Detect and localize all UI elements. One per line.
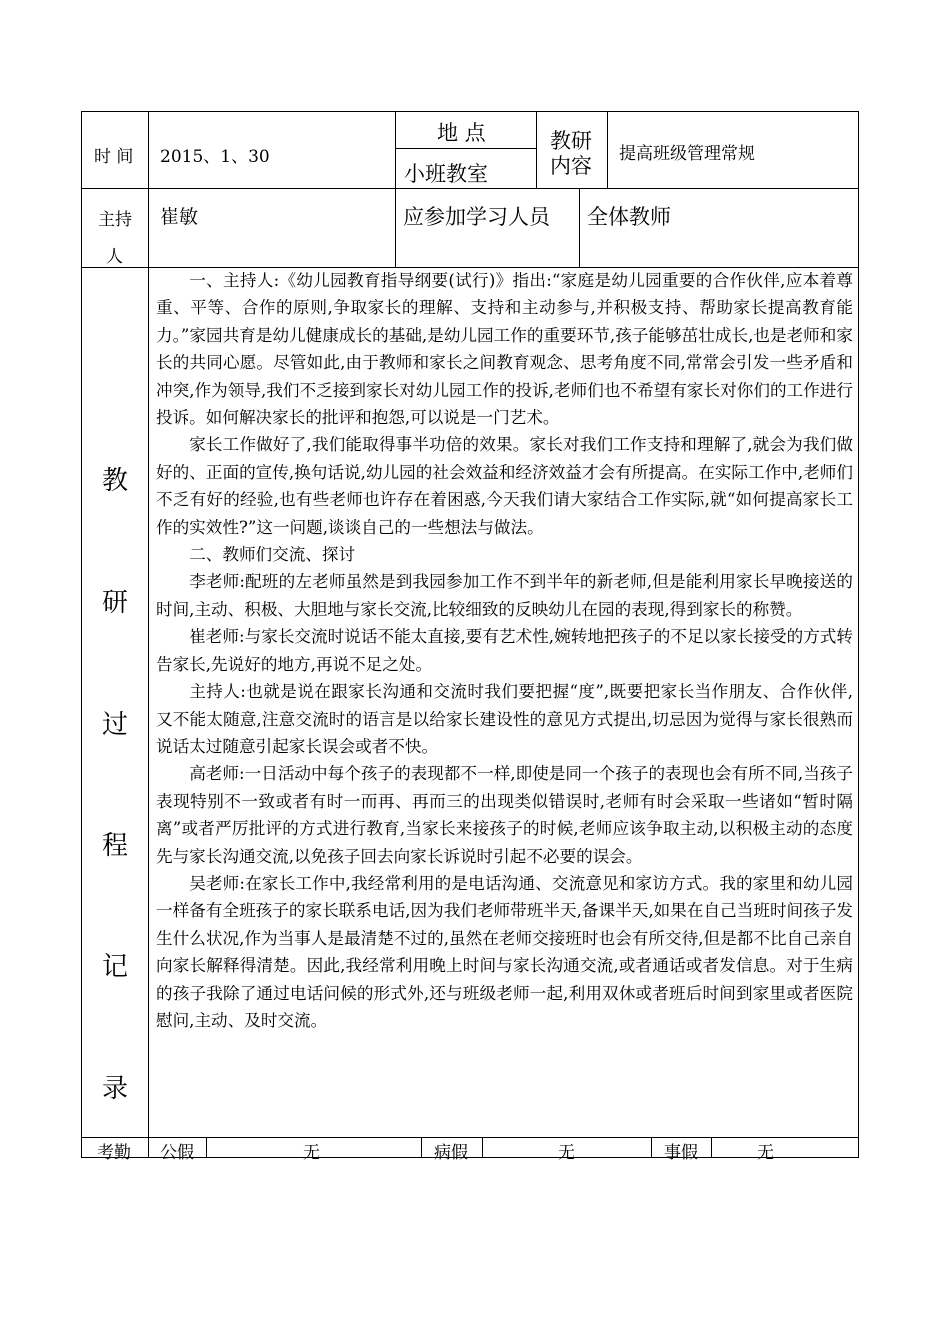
col-divider-r2-c [579, 188, 580, 268]
personal-leave-label: 事假 [664, 1143, 698, 1163]
row-divider-3 [81, 1137, 859, 1138]
content-label-line2: 内容 [550, 154, 592, 178]
time-label: 时 间 [94, 147, 134, 167]
host-value: 崔敏 [160, 206, 199, 228]
time-value: 2015、1、30 [160, 147, 270, 167]
public-leave-value: 无 [303, 1143, 320, 1163]
col-divider-r1-a [148, 111, 149, 189]
record-paragraph: 崔老师:与家长交流时说话不能太直接,要有艺术性,婉转地把孩子的不足以家长接受的方式转告家长,先说好的地方,再说不足之处。 [156, 627, 853, 674]
row-divider-1 [81, 188, 859, 189]
location-value: 小班教室 [404, 162, 488, 186]
col-divider-r1-d [607, 111, 608, 189]
location-label: 地 点 [437, 121, 486, 145]
record-paragraph: 主持人:也就是说在跟家长沟通和交流时我们要把握“度”,既要把家长当作朋友、合作伙伴, 又不能太随意,注意交流时的语言是以给家长建设性的意见方式提出,切忌因为觉得与家长很熟而说话太过随意引起家长误会或者不快。 [156, 682, 853, 756]
attendees-value: 全体教师 [587, 205, 671, 229]
record-paragraph: 家长工作做好了,我们能取得事半功倍的效果。家长对我们工作支持和理解了,就会为我们做好的、正面的宣传,换句话说,幼儿园的社会效益和经济效益才会有所提高。在实际工作中,老师们不乏有好的经验,也有些老师也许存在着困惑,今天我们请大家结合工作实际,就“如何提高家长工作的实效性?”这一问题,谈谈自己的一些想法与做法。 [156, 435, 853, 537]
sick-leave-label: 病假 [434, 1143, 468, 1163]
record-side-char-5: 记 [102, 952, 129, 982]
col-divider-r2-b [395, 188, 396, 268]
record-side-char-3: 过 [102, 710, 129, 740]
host-label-line1: 主持 [98, 210, 132, 230]
col-divider-att-3 [421, 1137, 422, 1158]
table-border-right [858, 111, 859, 1158]
col-divider-att-6 [711, 1137, 712, 1158]
record-paragraph: 吴老师:在家长工作中,我经常利用的是电话沟通、交流意见和家访方式。我的家里和幼儿园一样备有全班孩子的家长联系电话,因为我们老师带班半天,备课半天,如果在自己当班时间孩子发生什么状况,作为当事人是最清楚不过的,虽然在老师交接班时也会有所交待,但是都不比自己亲自向家长解释得清楚。因此,我经常利用晚上时间与家长沟通交流,或者通话或者发信息。对于生病的孩子我除了通过电话问候的形式外,还与班级老师一起,利用双休或者班后时间到家里或者医院慰问,主动、及时交流。 [156, 873, 853, 1030]
attendees-label: 应参加学习人员 [403, 205, 550, 229]
record-side-char-1: 教 [102, 466, 129, 496]
host-label-line2: 人 [106, 247, 123, 267]
col-divider-att-4 [482, 1137, 483, 1158]
content-value: 提高班级管理常规 [619, 144, 755, 164]
table-border-bottom [81, 1157, 859, 1158]
record-side-char-2: 研 [102, 588, 129, 618]
record-paragraph: 李老师:配班的左老师虽然是到我园参加工作不到半年的新老师,但是能利用家长早晚接送的时间,主动、积极、大胆地与家长交流,比较细致的反映幼儿在园的表现,得到家长的称赞。 [156, 572, 853, 619]
location-divider [395, 148, 536, 149]
col-divider-att-1 [148, 1137, 149, 1158]
col-divider-r2-a [148, 188, 149, 268]
table-border-top [81, 111, 859, 112]
record-side-char-4: 程 [102, 831, 129, 861]
record-paragraph: 一、主持人:《幼儿园教育指导纲要(试行)》指出:“家庭是幼儿园重要的合作伙伴,应本着尊重、平等、合作的原则,争取家长的理解、支持和主动参与,并积极支持、帮助家长提高教育能力。”家园共育是幼儿健康成长的基础,是幼儿园工作的重要环节,孩子能够茁壮成长,也是老师和家长的共同心愿。尽管如此,由于教师和家长之间教育观念、思考角度不同,常常会引发一些矛盾和冲突,作为领导,我们不乏接到家长对幼儿园工作的投诉,老师们也不希望有家长对你们的工作进行投诉。如何解决家长的批评和抱怨,可以说是一门艺术。 [156, 271, 853, 428]
table-border-left [81, 111, 82, 1158]
col-divider-att-2 [206, 1137, 207, 1158]
col-divider-r1-b [395, 111, 396, 189]
record-body [156, 267, 853, 1034]
content-label-line1: 教研 [550, 129, 592, 153]
col-divider-r1-c [536, 111, 537, 189]
attendance-label: 考勤 [97, 1143, 131, 1163]
personal-leave-value: 无 [757, 1143, 774, 1163]
record-paragraph: 高老师:一日活动中每个孩子的表现都不一样,即使是同一个孩子的表现也会有所不同,当孩子表现特别不一致或者有时一而再、再而三的出现类似错误时,老师有时会采取一些诸如“暂时隔离”或者严厉批评的方式进行教育,当家长来接孩子的时候,老师应该争取主动,以积极主动的态度先与家长沟通交流,以免孩子回去向家长诉说时引起不必要的误会。 [156, 764, 853, 866]
record-side-char-6: 录 [102, 1074, 129, 1104]
col-divider-r3 [148, 267, 149, 1138]
public-leave-label: 公假 [160, 1143, 194, 1163]
sick-leave-value: 无 [558, 1143, 575, 1163]
record-paragraph: 二、教师们交流、探讨 [189, 545, 356, 565]
col-divider-att-5 [651, 1137, 652, 1158]
